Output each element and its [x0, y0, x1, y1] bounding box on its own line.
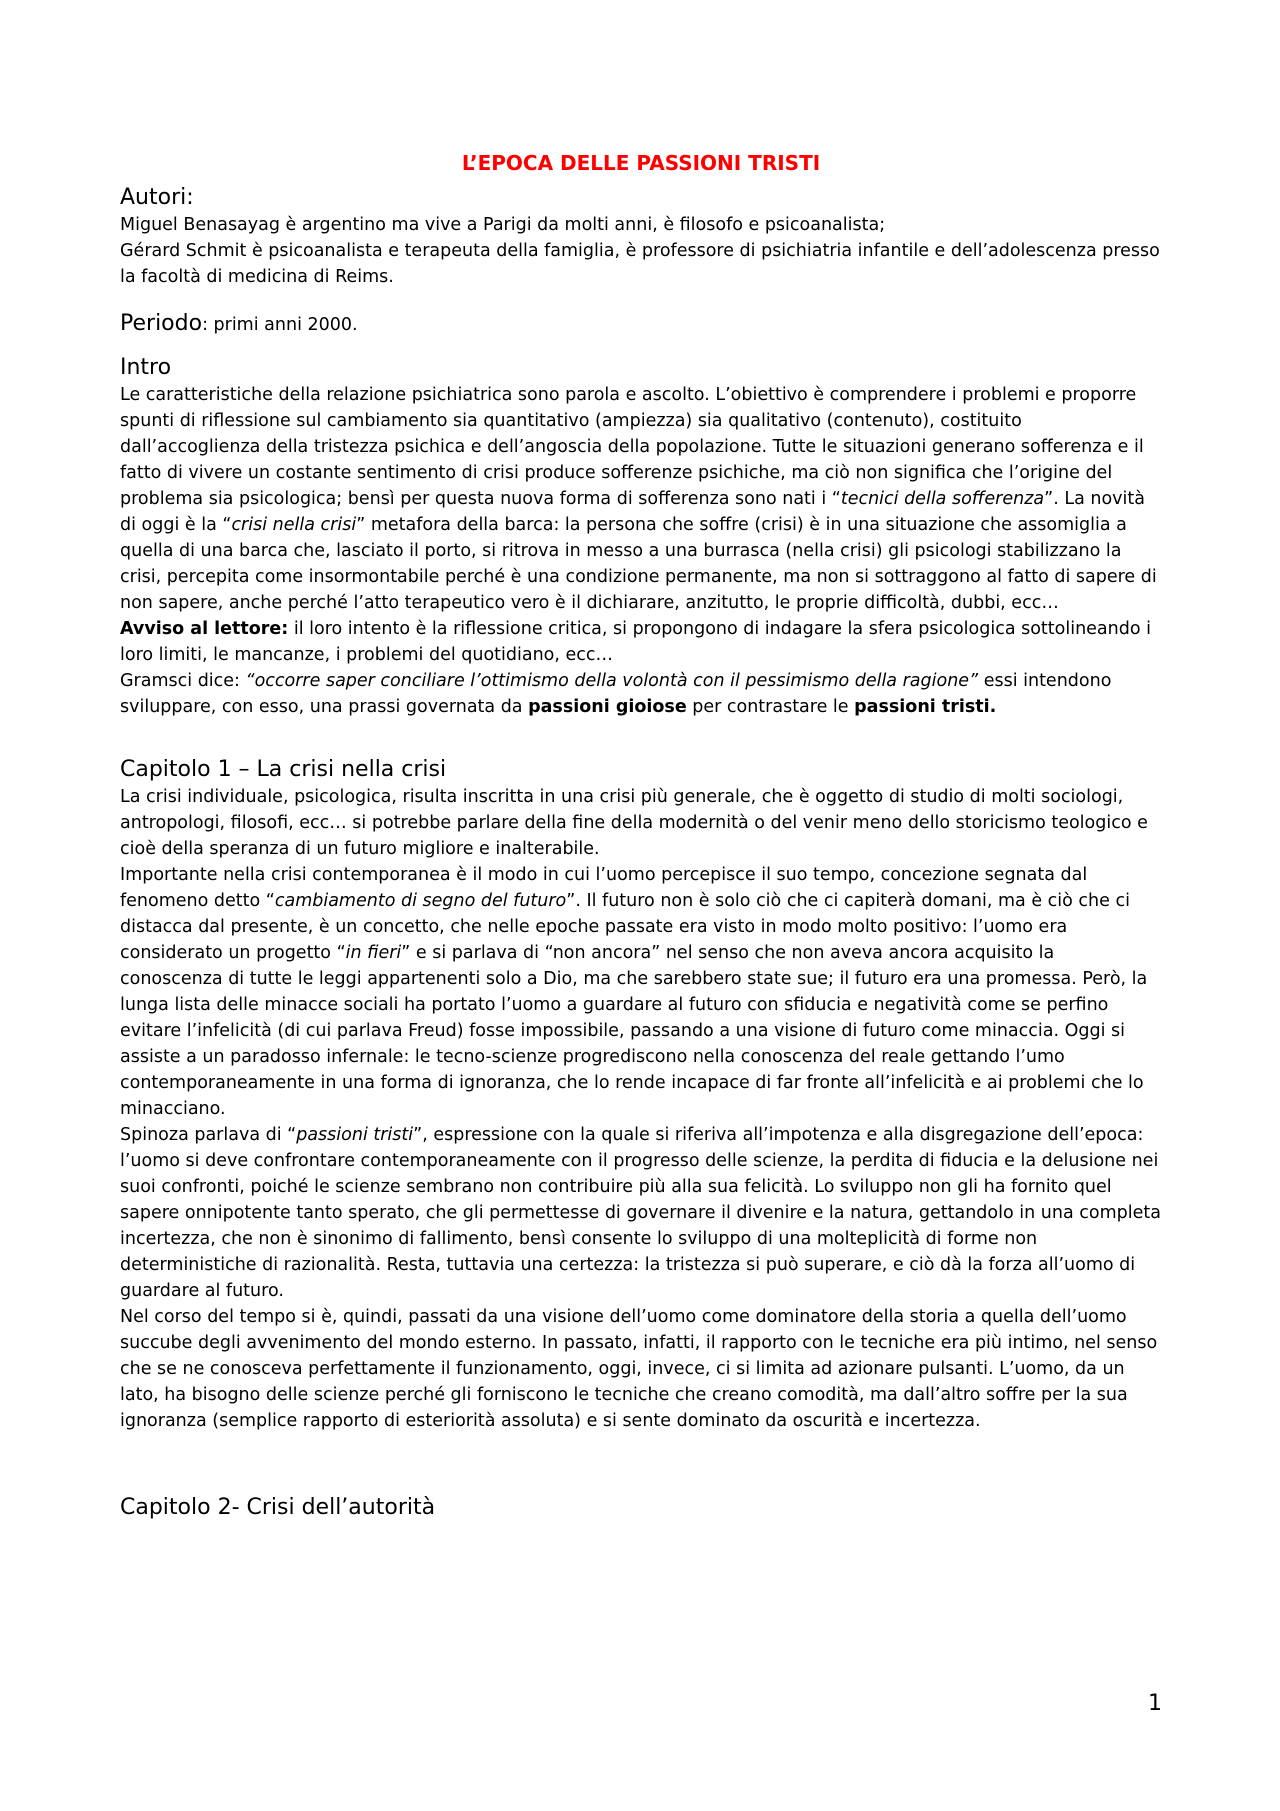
autori-line-benasayag: Miguel Benasayag è argentino ma vive a Parigi da molti anni, è filosofo e psicoanalista;: [120, 215, 886, 235]
periodo-line: [120, 310, 1162, 340]
page-number: 1: [1148, 1691, 1162, 1716]
autori-line-schmit: Gérard Schmit è psicoanalista e terapeuta della famiglia, è professore di psichiatria infantile e dell’adolescenza presso la facoltà di medicina di Reims.: [120, 241, 1160, 287]
gramsci-text-1: Gramsci dice:: [120, 671, 246, 691]
avviso-text: il loro intento è la riflessione critica, si propongono di indagare la sfera psicologica sottolineando i loro limiti, le mancanze, i problemi del quotidiano, ecc…: [120, 619, 1151, 665]
capitolo1-paragraph-3: [120, 1122, 1162, 1304]
periodo-label: Periodo: [120, 311, 203, 336]
cap1-p3-text-2: ”, espressione con la quale si riferiva all’impotenza e alla disgregazione dell’epoca: l’uomo si deve confrontare contemporaneamente con il progresso delle scienze, la perdita di fiducia e la delusione nei suoi confronti, poiché le scienze sembrano non contribuire più alla sua felicità. Lo sviluppo non gli ha fornito quel sapere onnipotente tanto sperato, che gli permettesse di governare il divenire e la natura, gettandolo in una completa incertezza, che non è sinonimo di fallimento, bensì consente lo sviluppo di una molteplicità di forme non deterministiche di razionalità. Resta, tuttavia una certezza: la tristezza si può superare, e ciò dà la forza all’uomo di guardare al futuro.: [120, 1125, 1161, 1301]
intro-heading: Intro: [120, 355, 172, 380]
cap1-p3-text-1: Spinoza parlava di “: [120, 1125, 297, 1145]
capitolo1-paragraph-1: La crisi individuale, psicologica, risulta inscritta in una crisi più generale, che è oggetto di studio di molti sociologi, antropologi, filosofi, ecc… si potrebbe parlare della fine della modernità o del venir meno dello storicismo teologico e cioè della speranza di un futuro migliore e inalterabile.: [120, 787, 1148, 859]
intro-text-3: ” metafora della barca: la persona che soffre (crisi) è in una situazione che assomiglia a quella di una barca che, lasciato il porto, si ritrova in messo a una burrasca (nella crisi) gli psicologi stabilizzano la crisi, percepita come insormontabile perché è una condizione permanente, ma non si sottraggono al fatto di sapere di non sapere, anche perché l’atto terapeutico vero è il dichiarare, anzitutto, le proprie difficoltà, dubbi, ecc…: [120, 515, 1157, 613]
cap1-p2-text-3: ” e si parlava di “non ancora” nel senso che non aveva ancora acquisito la conoscenza di tutte le leggi appartenenti solo a Dio, ma che sarebbero state sue; il futuro era una promessa. Però, la lunga lista delle minacce sociali ha portato l’uomo a guardare al futuro con sfiducia e negatività come se perfino evitare l’infelicità (di cui parlava Freud) fosse impossibile, passando a una visione di futuro come minaccia. Oggi si assiste a un paradosso infernale: le tecno-scienze progrediscono nella conoscenza del reale gettando l’umo contemporaneamente in una forma di ignoranza, che lo rende incapace di far fronte all’infelicità e ai problemi che lo minacciano.: [120, 943, 1148, 1119]
capitolo1-heading: Capitolo 1 – La crisi nella crisi: [120, 757, 447, 782]
cap1-emphasis-passioni-tristi: passioni tristi: [296, 1125, 414, 1145]
intro-paragraph: [120, 382, 1162, 616]
gramsci-paragraph: [120, 668, 1162, 720]
intro-emphasis-tecnici: tecnici della sofferenza: [840, 489, 1045, 509]
cap1-emphasis-in-fieri: in fieri: [345, 943, 402, 963]
gramsci-text-2: essi intendono sviluppare, con esso, una prassi governata da: [120, 671, 1112, 717]
avviso-paragraph: [120, 616, 1162, 668]
autori-heading: Autori:: [120, 185, 194, 210]
intro-text-1: Le caratteristiche della relazione psichiatrica sono parola e ascolto. L’obiettivo è comprendere i problemi e proporre spunti di riflessione sul cambiamento sia quantitativo (ampiezza) sia qualitativo (contenuto), costituito dall’accoglienza della tristezza psichica e dell’angoscia della popolazione. Tutte le situazioni generano sofferenza e il fatto di vivere un costante sentimento di crisi produce sofferenze psichiche, ma ciò non significa che l’origine del problema sia psicologica; bensì per questa nuova forma di sofferenza sono nati i “: [120, 385, 1144, 509]
capitolo1-paragraph-4: Nel corso del tempo si è, quindi, passati da una visione dell’uomo come dominatore della storia a quella dell’uomo succube degli avvenimento del mondo esterno. In passato, infatti, il rapporto con le tecniche era più intimo, nel senso che se ne conosceva perfettamente il funzionamento, oggi, invece, ci si limita ad azionare pulsanti. L’uomo, da un lato, ha bisogno delle scienze perché gli forniscono le tecniche che creano comodità, ma dall’altro soffre per la sua ignoranza (semplice rapporto di esteriorità assoluta) e si sente dominato da oscurità e incertezza.: [120, 1307, 1158, 1431]
intro-emphasis-crisi: crisi nella crisi: [231, 515, 357, 535]
capitolo2-heading: Capitolo 2- Crisi dell’autorità: [120, 1495, 436, 1520]
gramsci-quote: “occorre saper conciliare l’ottimismo della volontà con il pessimismo della ragione”: [245, 671, 979, 691]
periodo-value: : primi anni 2000.: [202, 315, 358, 335]
gramsci-text-3: per contrastare le: [686, 697, 855, 717]
passioni-tristi: passioni tristi.: [854, 697, 997, 717]
capitolo1-paragraph-2: [120, 862, 1162, 1122]
document-title: L’EPOCA DELLE PASSIONI TRISTI: [461, 151, 821, 175]
avviso-label: Avviso al lettore:: [120, 619, 289, 639]
cap1-p2-text-2: ”. Il futuro non è solo ciò che ci capiterà domani, ma è ciò che ci distacca dal presente, è un concetto, che nelle epoche passate era visto in modo molto positivo: l’uomo era considerato un progetto “: [120, 891, 1130, 963]
cap1-emphasis-cambiamento: cambiamento di segno del futuro: [274, 891, 567, 911]
cap1-p2-text-1: Importante nella crisi contemporanea è il modo in cui l’uomo percepisce il suo tempo, concezione segnata dal fenomeno detto “: [120, 865, 1088, 911]
intro-text-2: ”. La novità di oggi è la “: [120, 489, 1145, 535]
passioni-gioiose: passioni gioiose: [528, 697, 687, 717]
document-page: [120, 150, 1162, 1522]
